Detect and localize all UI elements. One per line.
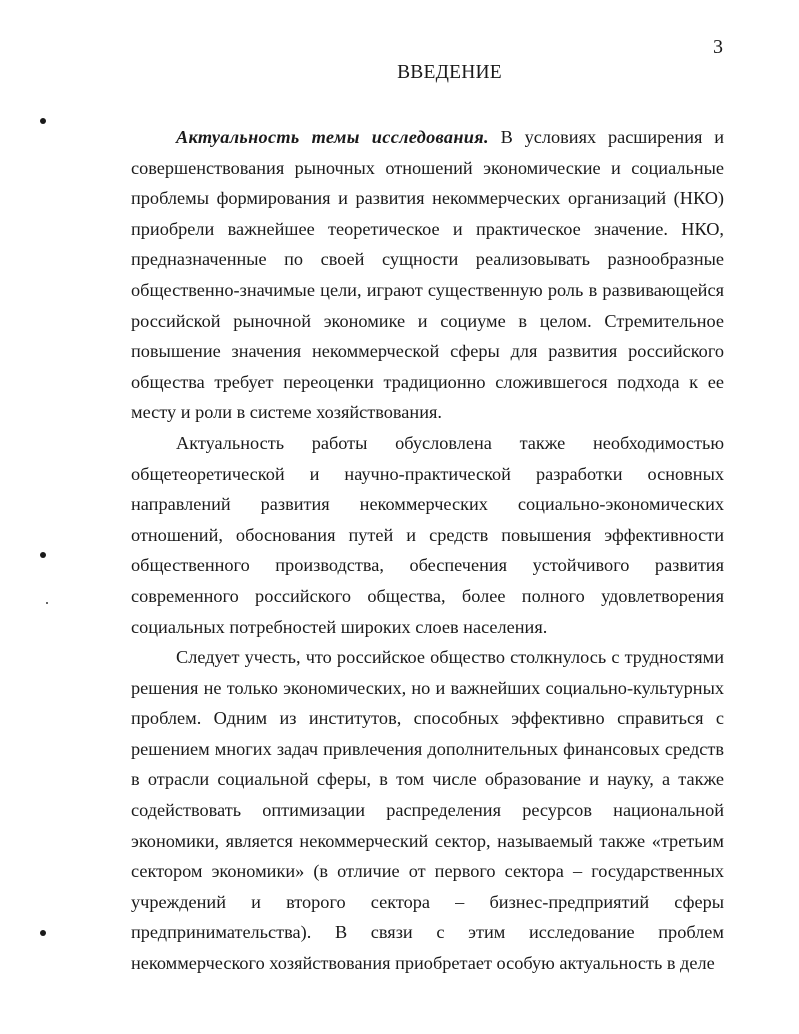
paragraph-text: В условиях расширения и совершенствования рыночных отношений экономические и социальные проблемы формирования и развития некоммерческих организаций (НКО) приобрели важнейшее теоретическое и практическое значение. НКО, предназначенные по своей сущности реализовывать разнообразные общественно-значимые цели, играют существенную роль в развивающейся российской рыночной экономике и социуме в целом. Стремительное повышение значения некоммерческой сферы для развития российского общества требует переоценки традиционно сложившегося подхода к ее месту и роли в системе хозяйствования.: [131, 127, 724, 423]
paragraph: Следует учесть, что российское общество столкнулось с трудностями решения не только экономических, но и важнейших социально-культурных проблем. Одним из институтов, способных эффективно справиться с решением многих задач привлечения дополнительных финансовых средств в отрасли социальной сферы, в том числе образование и науку, а также содействовать оптимизации распределения ресурсов национальной экономики, является некоммерческий сектор, называемый также «третьим сектором экономики» (в отличие от первого сектора – государственных учреждений и второго сектора – бизнес-предприятий сферы предпринимательства). В связи с этим исследование проблем некоммерческого хозяйствования приобретает особую актуальность в деле: [131, 647, 724, 974]
paragraph-lead: Актуальность темы исследования.: [176, 127, 489, 147]
document-body: [131, 122, 724, 979]
binder-hole-mark: [40, 930, 46, 936]
page-title: ВВЕДЕНИЕ: [397, 62, 502, 83]
page-number: 3: [713, 36, 723, 58]
scan-speck: [46, 602, 48, 604]
paragraph: Актуальность работы обусловлена также необходимостью общетеоретической и научно-практической разработки основных направлений развития некоммерческих социально-экономических отношений, обоснования путей и средств повышения эффективности общественного производства, обеспечения устойчивого развития современного российского общества, более полного удовлетворения социальных потребностей широких слоев населения.: [131, 432, 724, 637]
binder-hole-mark: [40, 552, 46, 558]
binder-hole-mark: [40, 118, 46, 124]
paragraph: [131, 122, 724, 428]
